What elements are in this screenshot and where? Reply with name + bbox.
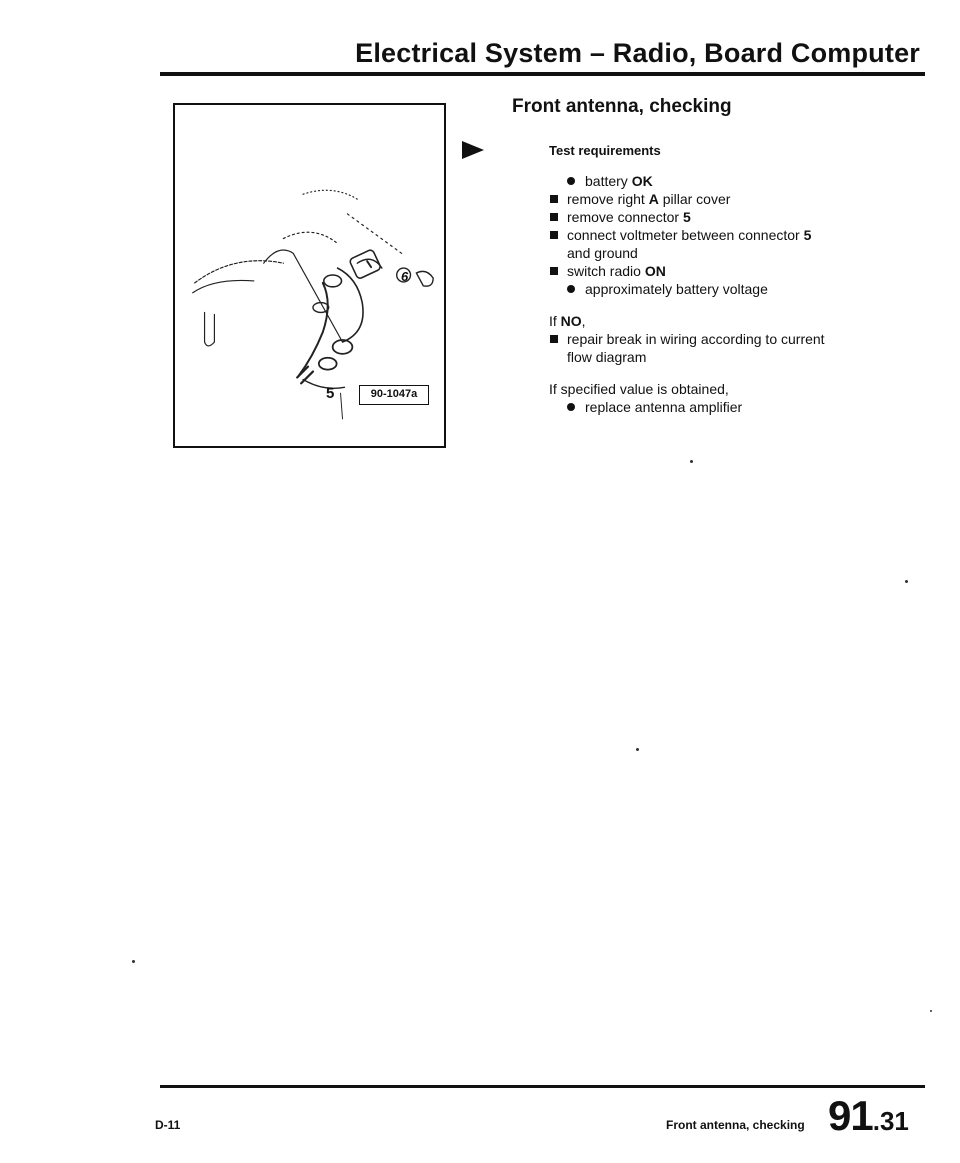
figure-reference: 90-1047a: [359, 385, 429, 405]
page-number: 91.31: [828, 1092, 909, 1139]
scan-speck: [132, 960, 135, 963]
condition-ok: If specified value is obtained,: [549, 381, 729, 397]
header-rule: [160, 72, 925, 76]
list-item: repair break in wiring according to current: [549, 330, 909, 348]
procedure-text: [549, 142, 909, 416]
list-item: switch radio ON: [549, 262, 909, 280]
square-bullet-icon: [550, 335, 558, 343]
footer-section-name: Front antenna, checking: [666, 1118, 805, 1132]
dot-bullet-icon: [567, 403, 575, 411]
footer-rule: [160, 1085, 925, 1088]
square-bullet-icon: [550, 213, 558, 221]
callout-5: 5: [326, 385, 335, 402]
scan-speck: [690, 460, 693, 463]
scan-speck: [905, 580, 908, 583]
condition-no: If NO,: [549, 313, 586, 329]
scan-speck: [636, 748, 639, 751]
square-bullet-icon: [550, 195, 558, 203]
dot-bullet-icon: [567, 285, 575, 293]
dot-bullet-icon: [567, 177, 575, 185]
list-item: battery OK: [549, 172, 909, 190]
list-item: approximately battery voltage: [549, 280, 909, 298]
pointer-arrow-icon: [462, 141, 484, 159]
requirements-heading: Test requirements: [549, 143, 661, 158]
list-item-continuation: and ground: [567, 245, 638, 261]
list-item-continuation: flow diagram: [567, 349, 647, 365]
square-bullet-icon: [550, 231, 558, 239]
list-item: connect voltmeter between connector 5: [549, 226, 909, 244]
page-title: Electrical System – Radio, Board Computer: [355, 38, 920, 68]
callout-6: 6: [401, 269, 409, 284]
footer-code: D-11: [155, 1118, 181, 1132]
square-bullet-icon: [550, 267, 558, 275]
scan-speck: [930, 1010, 932, 1012]
list-item: remove right A pillar cover: [549, 190, 909, 208]
list-item: remove connector 5: [549, 208, 909, 226]
section-heading: Front antenna, checking: [512, 96, 732, 117]
list-item: replace antenna amplifier: [549, 398, 909, 416]
antenna-illustration: [173, 103, 446, 448]
